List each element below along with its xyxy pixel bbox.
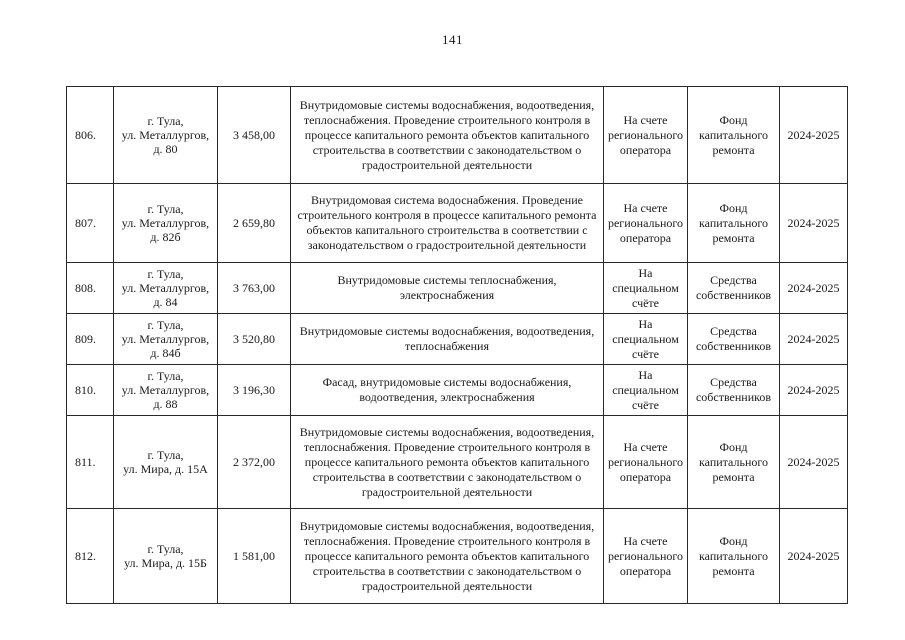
table-row: [67, 314, 848, 365]
address-line: г. Тула,: [147, 542, 184, 556]
row-number: 808.: [67, 263, 114, 314]
address-line: г. Тула,: [147, 202, 184, 216]
account-cell: На счете регионального оператора: [604, 509, 688, 604]
table-body: [67, 87, 848, 604]
period-cell: 2024-2025: [780, 87, 848, 184]
row-number: 810.: [67, 365, 114, 416]
account-cell: На специальном счёте: [604, 263, 688, 314]
address-line: ул. Мира, д. 15А: [123, 462, 208, 476]
works-cell: Внутридомовые системы теплоснабжения, электроснабжения: [291, 263, 604, 314]
works-cell: Внутридомовые системы водоснабжения, водоотведения, теплоснабжения. Проведение строительного контроля в процессе капитального ремонта объектов капитального строительства в соответствии с законодательством о градостроительной деятельности: [291, 509, 604, 604]
fund-cell: Средства собственников: [688, 314, 780, 365]
address-cell: [114, 365, 218, 416]
address-line: д. 80: [153, 142, 178, 156]
table-row: [67, 184, 848, 263]
address-line: ул. Мира, д. 15Б: [124, 556, 207, 570]
address-line: ул. Металлургов,: [121, 128, 210, 142]
row-number: 807.: [67, 184, 114, 263]
fund-cell: Средства собственников: [688, 263, 780, 314]
period-cell: 2024-2025: [780, 365, 848, 416]
fund-cell: Фонд капитального ремонта: [688, 416, 780, 509]
address-line: д. 88: [153, 397, 178, 411]
period-cell: 2024-2025: [780, 184, 848, 263]
period-cell: 2024-2025: [780, 416, 848, 509]
account-cell: На счете регионального оператора: [604, 184, 688, 263]
address-line: ул. Металлургов,: [121, 281, 210, 295]
table-row: [67, 263, 848, 314]
cost-cell: 3 458,00: [218, 87, 291, 184]
address-cell: [114, 87, 218, 184]
table-row: [67, 509, 848, 604]
period-cell: 2024-2025: [780, 314, 848, 365]
address-line: ул. Металлургов,: [121, 332, 210, 346]
period-cell: 2024-2025: [780, 509, 848, 604]
address-line: г. Тула,: [147, 369, 184, 383]
address-line: г. Тула,: [147, 318, 184, 332]
address-cell: [114, 509, 218, 604]
account-cell: На специальном счёте: [604, 365, 688, 416]
account-cell: На счете регионального оператора: [604, 87, 688, 184]
account-cell: На счете регионального оператора: [604, 416, 688, 509]
fund-cell: Средства собственников: [688, 365, 780, 416]
address-line: ул. Металлургов,: [121, 216, 210, 230]
works-cell: Внутридомовые системы водоснабжения, водоотведения, теплоснабжения: [291, 314, 604, 365]
page-number: 141: [442, 32, 463, 47]
address-line: г. Тула,: [147, 448, 184, 462]
fund-cell: Фонд капитального ремонта: [688, 509, 780, 604]
address-line: ул. Металлургов,: [121, 383, 210, 397]
cost-cell: 3 763,00: [218, 263, 291, 314]
table-row: [67, 87, 848, 184]
works-cell: Внутридомовые системы водоснабжения, водоотведения, теплоснабжения. Проведение строительного контроля в процессе капитального ремонта объектов капитального строительства в соответствии с законодательством о градостроительной деятельности: [291, 416, 604, 509]
address-line: г. Тула,: [147, 114, 184, 128]
works-cell: Фасад, внутридомовые системы водоснабжения, водоотведения, электроснабжения: [291, 365, 604, 416]
address-line: д. 84: [153, 295, 178, 309]
address-cell: [114, 184, 218, 263]
row-number: 809.: [67, 314, 114, 365]
cost-cell: 3 196,30: [218, 365, 291, 416]
cost-cell: 1 581,00: [218, 509, 291, 604]
address-line: д. 84б: [150, 346, 181, 360]
table-row: [67, 416, 848, 509]
row-number: 812.: [67, 509, 114, 604]
table-row: [67, 365, 848, 416]
address-cell: [114, 314, 218, 365]
fund-cell: Фонд капитального ремонта: [688, 87, 780, 184]
fund-cell: Фонд капитального ремонта: [688, 184, 780, 263]
row-number: 806.: [67, 87, 114, 184]
account-cell: На специальном счёте: [604, 314, 688, 365]
period-cell: 2024-2025: [780, 263, 848, 314]
address-cell: [114, 416, 218, 509]
cost-cell: 2 372,00: [218, 416, 291, 509]
address-line: д. 82б: [150, 230, 181, 244]
works-cell: Внутридомовые системы водоснабжения, водоотведения, теплоснабжения. Проведение строительного контроля в процессе капитального ремонта объектов капитального строительства в соответствии с законодательством о градостроительной деятельности: [291, 87, 604, 184]
cost-cell: 3 520,80: [218, 314, 291, 365]
row-number: 811.: [67, 416, 114, 509]
capital-repair-table: [66, 86, 848, 604]
address-cell: [114, 263, 218, 314]
cost-cell: 2 659,80: [218, 184, 291, 263]
address-line: г. Тула,: [147, 267, 184, 281]
works-cell: Внутридомовая система водоснабжения. Проведение строительного контроля в процессе капитального ремонта объектов капитального строительства в соответствии с законодательством о градостроительной деятельности: [291, 184, 604, 263]
